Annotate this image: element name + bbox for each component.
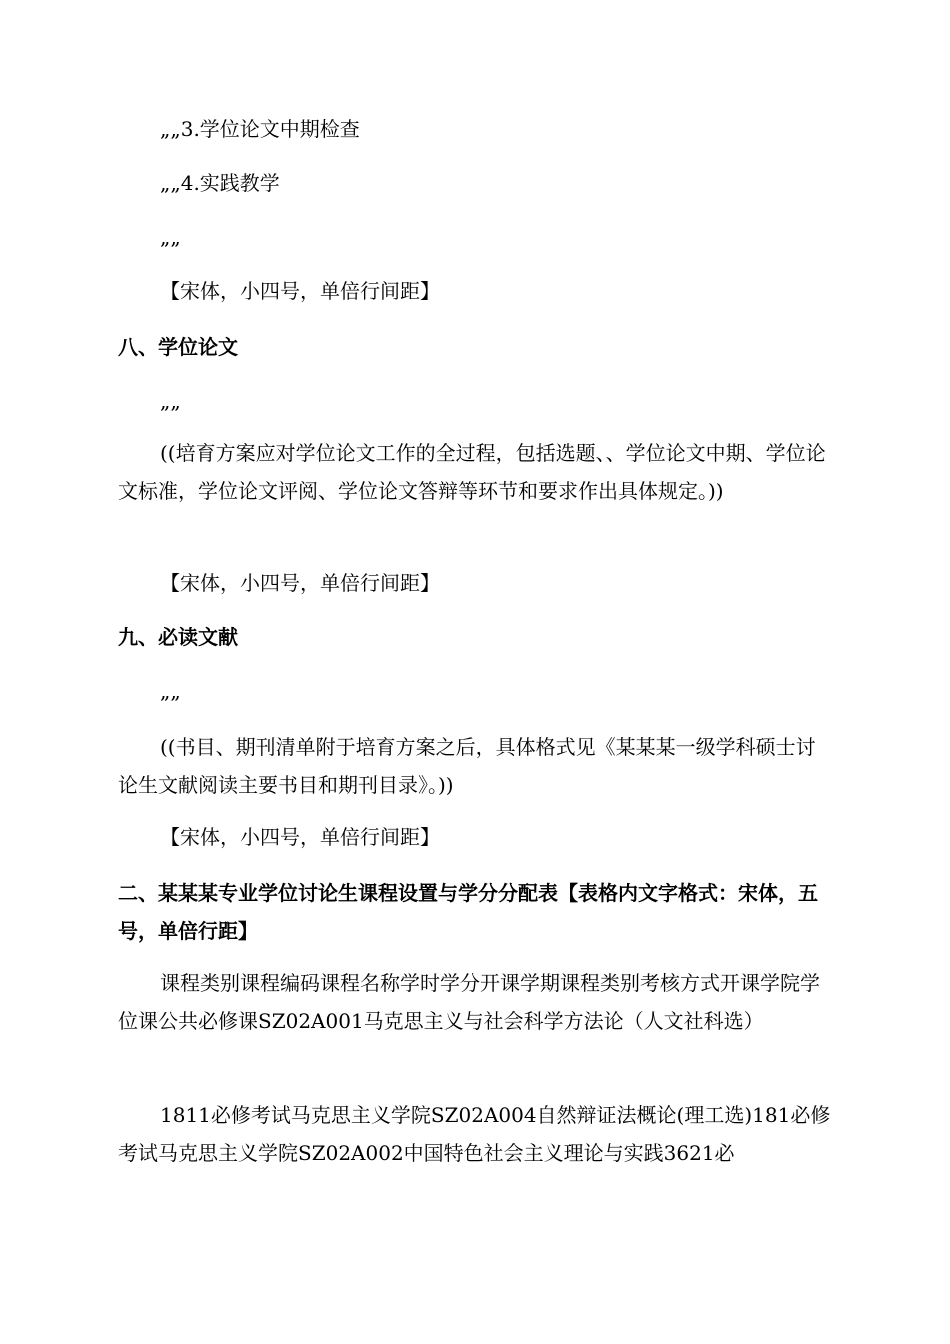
paragraph-ellipsis: „„ [160, 389, 181, 413]
paragraph-ellipsis: „„ [160, 679, 181, 703]
paragraph-practice-teaching: „„4.实践教学 [160, 171, 280, 195]
format-note: 【宋体，小四号，单倍行间距】 [160, 279, 440, 303]
paragraph-curriculum-rows: 1811必修考试马克思主义学院SZ02A004自然辩证法概论(理工选)181必修考试马克思主义学院SZ02A002中国特色社会主义理论与实践3621必 [118, 1103, 831, 1165]
section-heading-readings: 九、必读文献 [118, 625, 238, 649]
section-heading-curriculum: 二、某某某专业学位讨论生课程设置与学分分配表【表格内文字格式：宋体，五号，单倍行距】 [118, 881, 818, 943]
format-note: 【宋体，小四号，单倍行间距】 [160, 571, 440, 595]
paragraph-thesis-note: ((培育方案应对学位论文工作的全过程，包括选题、、学位论文中期、学位论文标准，学位论文评阅、学位论文答辩等环节和要求作出具体规定。)) [118, 441, 826, 503]
paragraph-readings-note: ((书目、期刊清单附于培育方案之后，具体格式见《某某某一级学科硕士讨论生文献阅读主要书目和期刊目录》。)) [118, 735, 816, 797]
section-heading-thesis: 八、学位论文 [118, 335, 238, 359]
paragraph-curriculum-header: 课程类别课程编码课程名称学时学分开课学期课程类别考核方式开课学院学位课公共必修课SZ02A001马克思主义与社会科学方法论（人文社科选） [118, 971, 820, 1033]
paragraph-midterm-check: „„3.学位论文中期检查 [160, 117, 360, 141]
paragraph-ellipsis: „„ [160, 225, 181, 249]
format-note: 【宋体，小四号，单倍行间距】 [160, 825, 440, 849]
